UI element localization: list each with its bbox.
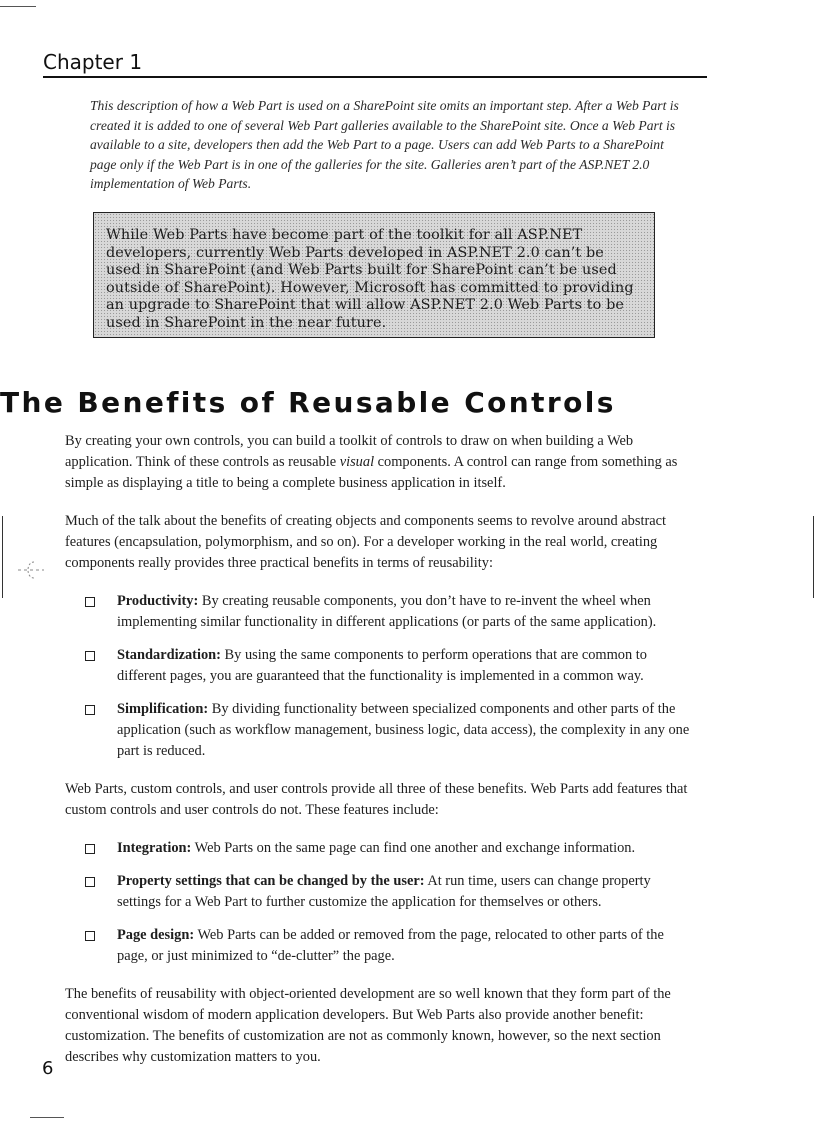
list-text: By creating reusable components, you don’t have to re-invent the wheel when implementing similar functionality in different applications (or parts of the same application).	[117, 593, 657, 630]
paragraph-1-part-a: By creating your own controls, you can build a toolkit of controls to draw on when building a Web application. Think of these controls as reusable	[65, 433, 634, 470]
registration-mark-icon	[16, 558, 46, 584]
features-list	[65, 838, 693, 967]
list-item	[65, 591, 693, 633]
paragraph-1-part-b: components. A control can range from something as simple as displaying a title to being a complete business application in itself.	[65, 454, 678, 491]
paragraph-4: The benefits of reusability with object-oriented development are so well known that they form part of the conventional wisdom of modern application developers. But Web Parts also provide another benefit: customization. The benefits of customization are not as commonly known, however, so the next section describes why customization matters to you.	[65, 986, 671, 1065]
checkbox-bullet-icon	[85, 844, 95, 854]
checkbox-bullet-icon	[85, 877, 95, 887]
list-term: Integration:	[117, 840, 192, 856]
list-term: Simplification:	[117, 701, 209, 717]
benefits-list	[65, 591, 693, 762]
crop-mark-bottom-left	[30, 1117, 64, 1118]
list-item	[65, 871, 693, 913]
list-text: By using the same components to perform operations that are common to different pages, you are guaranteed that the functionality is implemented in a common way.	[117, 647, 647, 684]
paragraph-1	[65, 431, 693, 494]
list-term: Productivity:	[117, 593, 199, 609]
chapter-title: Chapter 1	[43, 50, 143, 74]
list-text: Web Parts on the same page can find one another and exchange information.	[191, 840, 636, 856]
checkbox-bullet-icon	[85, 651, 95, 661]
emphasis-visual: visual	[339, 454, 375, 470]
checkbox-bullet-icon	[85, 931, 95, 941]
list-item	[65, 925, 693, 967]
list-item	[65, 699, 693, 762]
list-text: Web Parts can be added or removed from the page, relocated to other parts of the page, or just minimized to “de-clutter” the page.	[117, 927, 664, 964]
chapter-header	[43, 50, 707, 78]
intro-paragraph: This description of how a Web Part is used on a SharePoint site omits an important step. After a Web Part is created it is added to one of several Web Part galleries available to the SharePoint site. Once a Web Part is available to a site, developers then add the Web Part to a page. Users can add Web Parts to a SharePoint page only if the Web Part is in one of the galleries for the site. Galleries aren’t part of the ASP.NET 2.0 implementation of Web Parts.	[90, 98, 679, 192]
margin-rule-right	[813, 516, 814, 598]
note-text: While Web Parts have become part of the toolkit for all ASP.NET developers, currently Web Parts developed in ASP.NET 2.0 can’t be used in SharePoint (and Web Parts built for SharePoint can’t be used outside of SharePoint). However, Microsoft has committed to providing an upgrade to SharePoint that will allow ASP.NET 2.0 Web Parts to be used in SharePoint in the near future.	[106, 227, 634, 331]
margin-rule-left	[2, 516, 3, 598]
checkbox-bullet-icon	[85, 597, 95, 607]
crop-mark-top-left	[0, 6, 36, 7]
list-text: At run time, users can change property settings for a Web Part to further customize the application for themselves or others.	[117, 873, 651, 910]
list-term: Property settings that can be changed by the user:	[117, 873, 425, 889]
section-heading: The Benefits of Reusable Controls	[0, 386, 616, 419]
paragraph-3: Web Parts, custom controls, and user controls provide all three of these benefits. Web Parts add features that custom controls and user controls do not. These features include:	[65, 781, 688, 818]
note-box	[93, 212, 655, 338]
list-term: Page design:	[117, 927, 195, 943]
list-item	[65, 838, 693, 859]
list-term: Standardization:	[117, 647, 221, 663]
list-text: By dividing functionality between specialized components and other parts of the application (such as workflow management, business logic, data access), the complexity in any one part is reduced.	[117, 701, 690, 759]
paragraph-2: Much of the talk about the benefits of creating objects and components seems to revolve around abstract features (encapsulation, polymorphism, and so on). For a developer working in the real world, creating components really provides three practical benefits in terms of reusability:	[65, 513, 667, 571]
page-number: 6	[42, 1058, 54, 1079]
list-item	[65, 645, 693, 687]
section-body	[65, 431, 693, 1085]
checkbox-bullet-icon	[85, 705, 95, 715]
